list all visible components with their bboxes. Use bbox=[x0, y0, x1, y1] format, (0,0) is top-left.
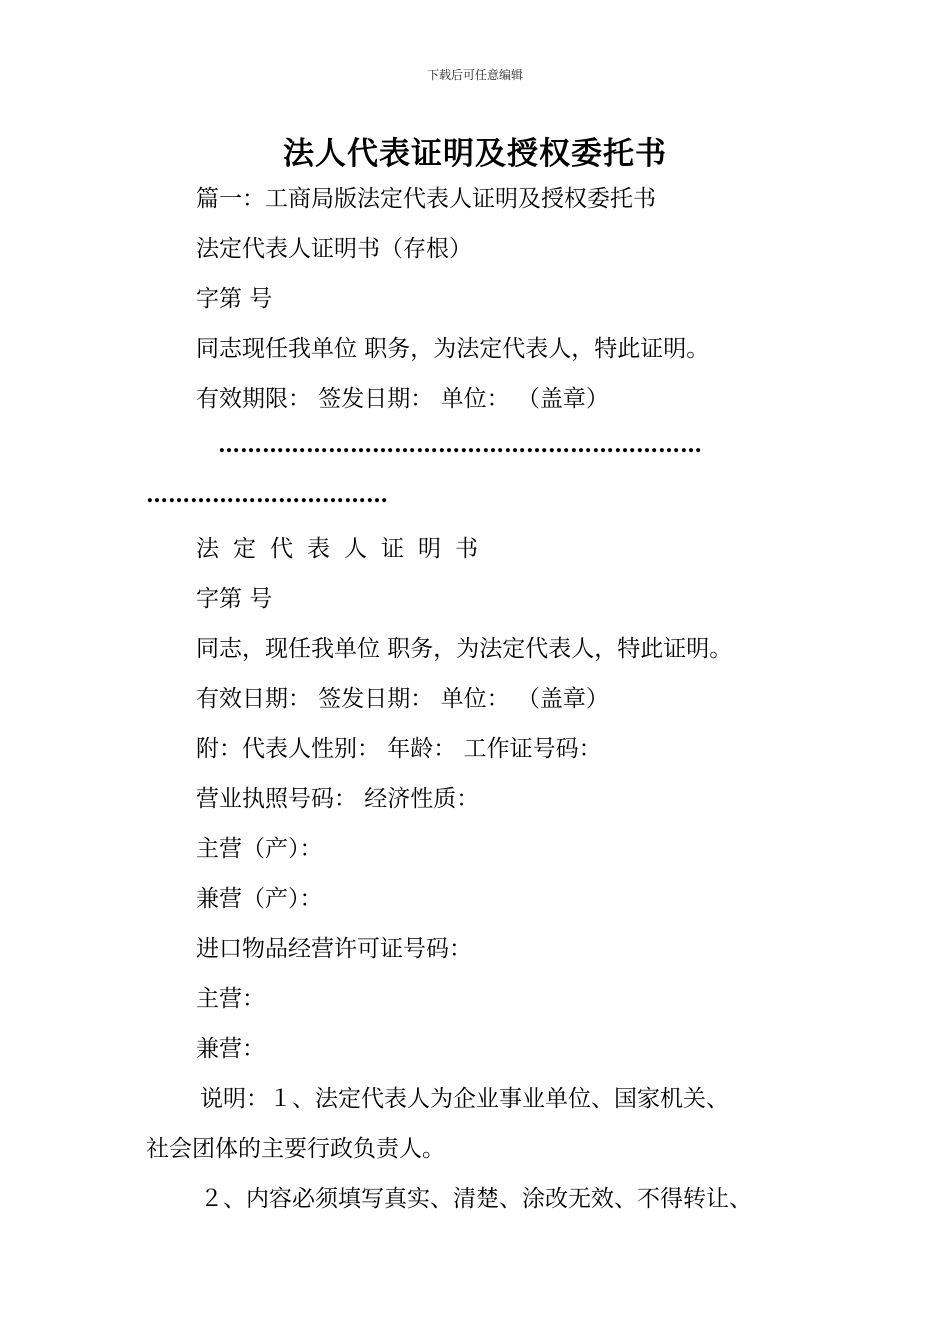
side-business-line: 兼营（产）： bbox=[196, 886, 323, 912]
side-import-line: 兼营： bbox=[196, 1036, 265, 1062]
note-1-line-2: 社会团体的主要行政负责人。 bbox=[146, 1136, 445, 1162]
document-title: 法人代表证明及授权委托书 bbox=[283, 136, 667, 172]
section-heading: 篇一：工商局版法定代表人证明及授权委托书 bbox=[196, 186, 656, 212]
certificate-number-line: 字第 号 bbox=[196, 586, 273, 612]
note-2-line-1: ２、内容必须填写真实、清楚、涂改无效、不得转让、 bbox=[200, 1186, 752, 1212]
main-import-line: 主营： bbox=[196, 986, 265, 1012]
cut-line-dots-2: …………………………… bbox=[146, 482, 388, 508]
license-info-line: 营业执照号码： 经济性质： bbox=[196, 786, 480, 812]
note-1-line-1: 说明：１、法定代表人为企业事业单位、国家机关、 bbox=[200, 1086, 729, 1112]
cut-line-dots-1: ………………………………………………………… bbox=[218, 432, 702, 458]
stub-number-line: 字第 号 bbox=[196, 286, 273, 312]
header-note: 下载后可任意编辑 bbox=[426, 68, 523, 82]
stub-statement: 同志现任我单位 职务，为法定代表人，特此证明。 bbox=[196, 336, 710, 362]
certificate-statement: 同志，现任我单位 职务，为法定代表人，特此证明。 bbox=[196, 636, 733, 662]
stub-heading: 法定代表人证明书（存根） bbox=[196, 236, 472, 262]
main-business-line: 主营（产）： bbox=[196, 836, 323, 862]
stub-validity-line: 有效期限： 签发日期： 单位： （盖章） bbox=[196, 386, 609, 412]
representative-info-line: 附：代表人性别： 年龄： 工作证号码： bbox=[196, 736, 602, 762]
certificate-heading: 法定代表人证明书 bbox=[196, 536, 492, 562]
certificate-validity-line: 有效日期： 签发日期： 单位： （盖章） bbox=[196, 686, 609, 712]
import-license-line: 进口物品经营许可证号码： bbox=[196, 936, 472, 962]
